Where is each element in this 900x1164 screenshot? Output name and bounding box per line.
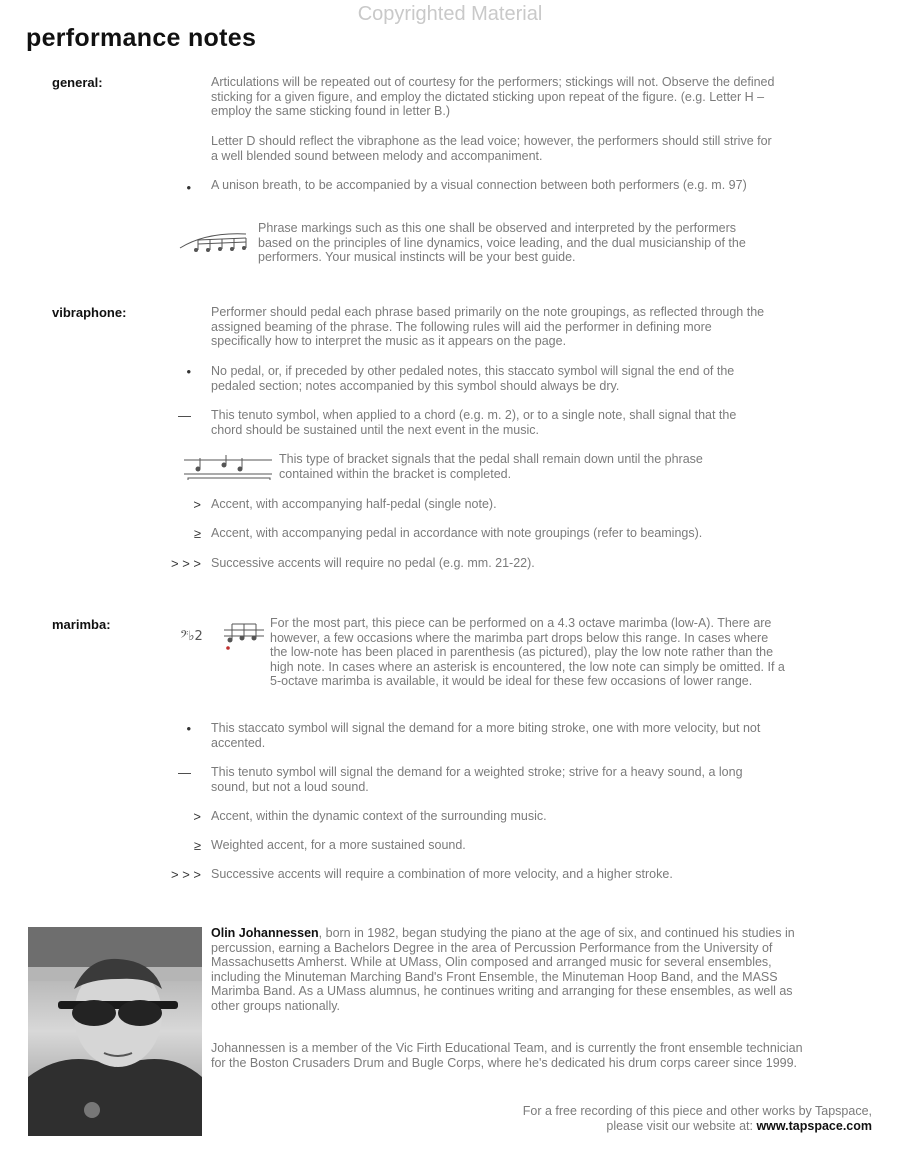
breath-symbol: • — [186, 180, 191, 195]
copyright-watermark: Copyrighted Material — [357, 3, 543, 25]
vibraphone-successive-accents-symbol: > > > — [171, 556, 201, 571]
vibraphone-accent-pedal-symbol: ≥ — [193, 526, 201, 541]
marimba-staccato-text: This staccato symbol will signal the demand for a more biting stroke, one with more velocity, but not accented. — [211, 721, 761, 750]
marimba-successive-accents-symbol: > > > — [171, 867, 201, 882]
marimba-accent-symbol: > — [193, 809, 201, 824]
pedal-bracket-notation — [184, 452, 274, 482]
vibraphone-accent-text: Accent, with accompanying half-pedal (single note). — [211, 497, 497, 511]
breath-description: A unison breath, to be accompanied by a visual connection between both performers (e.g. m. 97) — [211, 178, 747, 192]
footer-line-2-text: please visit our website at: — [606, 1119, 757, 1133]
website-footer — [312, 1104, 872, 1134]
marimba-staccato-symbol: • — [186, 721, 191, 736]
vibraphone-tenuto-text: This tenuto symbol, when applied to a chord (e.g. m. 2), or to a single note, shall signal that the chord should be sustained until the next event in the music. — [211, 408, 737, 437]
author-photo — [28, 927, 202, 1136]
vibraphone-staccato-symbol: • — [186, 364, 191, 379]
page-title: performance notes — [26, 24, 257, 52]
website-link[interactable]: www.tapspace.com — [756, 1119, 872, 1133]
phrase-marking-description: Phrase markings such as this one shall be observed and interpreted by the performers based on the principles of line dynamics, voice leading, and the dual musicianship of the performers. Your musical instincts will be your best guide. — [258, 221, 746, 265]
marimba-accent-text: Accent, within the dynamic context of the surrounding music. — [211, 809, 547, 823]
vibraphone-tenuto-symbol: — — [178, 408, 191, 423]
vibraphone-accent-symbol: > — [193, 497, 201, 512]
section-label-general: general: — [52, 75, 103, 90]
section-label-vibraphone: vibraphone: — [52, 305, 127, 320]
marimba-range-text: For the most part, this piece can be performed on a 4.3 octave marimba (low-A). There are however, a few occasions where the marimba part drops below this range. In cases where the low-note has been placed in parenthesis (as pictured), play the low note rather than the high note. In cases where an asterisk is encountered, the low note can simply be omitted. If a 5-octave marimba is available, it would be ideal for these few occasions of lower range. — [270, 616, 785, 689]
marimba-tenuto-symbol: — — [178, 765, 191, 780]
vibraphone-accent-pedal-text: Accent, with accompanying pedal in accordance with note groupings (refer to beamings). — [211, 526, 703, 540]
marimba-range-notation — [178, 618, 266, 652]
marimba-tenuto-text: This tenuto symbol will signal the demand for a weighted stroke; strive for a heavy sound, a long sound, but not a loud sound. — [211, 765, 743, 794]
marimba-weighted-accent-text: Weighted accent, for a more sustained sound. — [211, 838, 466, 852]
author-name: Olin Johannessen — [211, 926, 319, 940]
author-bio-paragraph-2: Johannessen is a member of the Vic Firth Educational Team, and is currently the front ensemble technician for the Boston Crusaders Drum and Bugle Corps, where he's dedicated his drum corps career since 1999. — [211, 1041, 803, 1070]
author-bio-text: , born in 1982, began studying the piano at the age of six, and continued his studies in percussion, earning a Bachelors Degree in the area of Percussion Performance from the University of Massachusetts Amherst. While at UMass, Olin composed and arranged music for several ensembles, including the Minuteman Marching Band's Front Ensemble, the Minuteman Hoop Band, and the MASS Marimba Band. As a UMass alumnus, he continues writing and arranging for these ensembles, as well as other groups nationally. — [211, 926, 795, 1013]
footer-line-1: For a free recording of this piece and other works by Tapspace, — [522, 1104, 872, 1118]
svg-text:𝄢♭2: 𝄢♭2 — [180, 629, 203, 644]
general-paragraph-1: Articulations will be repeated out of courtesy for the performers; stickings will not. Observe the defined sticking for a given figure, and employ the dictated sticking upon repeat of the figure. (e.g. Letter H – employ the same sticking found in letter B.) — [211, 75, 775, 119]
vibraphone-successive-accents-text: Successive accents will require no pedal (e.g. mm. 21-22). — [211, 556, 535, 570]
pedal-bracket-text: This type of bracket signals that the pedal shall remain down until the phrase contained within the bracket is completed. — [279, 452, 703, 481]
footer-line-2 — [312, 1119, 872, 1134]
marimba-successive-accents-text: Successive accents will require a combination of more velocity, and a higher stroke. — [211, 867, 673, 881]
general-paragraph-2: Letter D should reflect the vibraphone as the lead voice; however, the performers should still strive for a well blended sound between melody and accompaniment. — [211, 134, 772, 163]
marimba-weighted-accent-symbol: ≥ — [193, 838, 201, 853]
section-label-marimba: marimba: — [52, 617, 111, 632]
vibraphone-intro: Performer should pedal each phrase based primarily on the note groupings, as reflected through the assigned beaming of the phrase. The following rules will aid the performer in defining more specifically how to interpret the music as it appears on the page. — [211, 305, 765, 349]
vibraphone-staccato-text: No pedal, or, if preceded by other pedaled notes, this staccato symbol will signal the end of the pedaled section; notes accompanied by this symbol should always be dry. — [211, 364, 735, 393]
author-bio-paragraph-1 — [211, 926, 821, 1014]
phrase-marking-notation — [176, 226, 252, 258]
